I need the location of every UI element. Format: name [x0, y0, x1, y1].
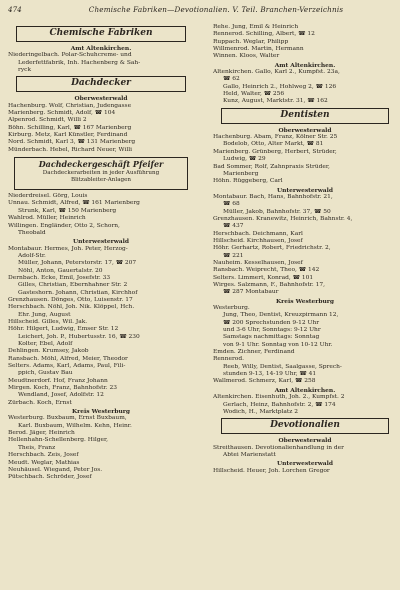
- advertisement-box: [14, 157, 188, 190]
- listing-entry: Rennerod.: [213, 356, 245, 363]
- listing-continuation: Strunk, Karl, ☎ 150 Marienberg: [18, 207, 117, 214]
- listing-continuation: Wodich, H., Marktplatz 2: [223, 408, 299, 415]
- listing-entry: Alpenrod. Schmidt, Willi 2: [8, 117, 87, 124]
- listing-entry: Winnen. Kloos, Walter: [213, 53, 280, 60]
- listing-continuation: Gasteshorn. Johann, Christian, Kirchhof: [18, 289, 138, 296]
- listing-entry: Dehlingen. Krumsey, Jakob: [8, 348, 89, 355]
- ad-line: Blitzableiter-Anlagen: [70, 177, 132, 184]
- listing-entry: Montabaur. Bach, Hans, Bahnhofstr. 21,: [213, 193, 333, 200]
- location-heading: Unterwesterwald: [277, 460, 333, 468]
- listing-entry: Hillscheid. Kirchhausen, Josef: [213, 237, 303, 244]
- listing-continuation: Marienberg: [223, 170, 259, 177]
- listing-entry: Hachenburg. Abam, Franz, Kölner Str. 25: [213, 134, 338, 141]
- listing-entry: Selters. Adams, Karl, Adams, Paul, Fili-: [8, 363, 126, 370]
- left-column: [8, 24, 194, 482]
- listing-entry: Streithausen. Devotionalienhandlung in der: [213, 444, 344, 451]
- listing-entry: Herschbach. Nöhl, Joh. Nik. Klöppel, Hch.: [8, 304, 135, 311]
- listing-entry: Hachenburg. Wolf, Christian, Judengasse: [8, 102, 132, 109]
- listing-continuation: Leichert, Joh. P., Hubertusstr. 16, ☎ 230: [18, 333, 140, 340]
- listing-entry: Meudt. Weglar, Mathias: [8, 459, 80, 466]
- listing-entry: Ruppach. Weglar, Philipp: [213, 38, 289, 45]
- listing-entry: Höhr. Hilgert, Ludwig, Emser Str. 12: [8, 326, 119, 333]
- listing-continuation: Gallo, Heinrich 2., Hohlweg 2, ☎ 126: [223, 83, 337, 90]
- listing-entry: Ransbach. Möhl, Alfred, Meier, Theodor: [8, 355, 128, 362]
- section-heading: Dachdecker: [16, 76, 186, 92]
- listing-continuation: von 9-1 Uhr. Sonntag von 10-12 Uhr.: [223, 341, 333, 348]
- listing-continuation: Bodelob, Otto, Alter Markt, ☎ 81: [223, 141, 324, 148]
- location-heading: Amt Altenkirchen.: [274, 386, 336, 394]
- listing-continuation: Kunz, August, Marktstr. 31, ☎ 162: [223, 98, 328, 105]
- listing-entry: Grenzhausen. Kranewitz, Heinrich, Bahnstr. 4,: [213, 215, 353, 222]
- listing-entry: Dernbach. Ecke, Emil, Josefstr. 33: [8, 274, 111, 281]
- listing-continuation: ryck: [18, 67, 32, 74]
- listing-continuation: Karl. Buxbaum, Wilhelm. Kehn, Heinr.: [18, 422, 132, 429]
- section-heading: Chemische Fabriken: [16, 26, 186, 42]
- section-heading: Devotionalien: [221, 418, 389, 434]
- listing-entry: Mirgen. Koch, Franz, Bahnhofstr. 23: [8, 385, 117, 392]
- listing-continuation: ☎ 62: [223, 76, 240, 83]
- listing-entry: Rennerod. Schilling, Albert, ☎ 12: [213, 31, 315, 38]
- running-head: [8, 3, 392, 17]
- listing-entry: Berod. Jäger, Heinrich: [8, 430, 75, 437]
- listing-entry: Zürbach. Koch, Ernst: [8, 399, 72, 406]
- location-heading: Unterwesterwald: [73, 238, 129, 246]
- running-title: Chemische Fabriken—Devotionalien. V. Teil. Branchen-Verzeichnis: [88, 5, 344, 14]
- listing-continuation: ppich, Gustav Bau: [18, 370, 73, 377]
- page-number: 474: [8, 5, 22, 14]
- listing-continuation: Müller, Johann, Peterstorstr. 17, ☎ 207: [18, 260, 137, 267]
- listing-entry: Grenzhausen. Dönges, Otto, Luisenstr. 17: [8, 296, 133, 303]
- listing-continuation: Kolter, Ebel, Adolf: [18, 341, 73, 347]
- listing-continuation: Samstags nachmittags: Sonntag: [223, 334, 320, 341]
- location-heading: Amt Altenkirchen.: [274, 61, 336, 69]
- listing-entry: Hillscheid. Heuer, Joh. Lorchen Gregor: [213, 467, 330, 474]
- listing-entry: Niederdreisel. Görg, Louis: [8, 193, 88, 200]
- listing-entry: Nauheim. Kesselhausen, Josef: [213, 259, 303, 266]
- ad-title: Dachdeckergeschäft Pfeifer: [38, 159, 164, 170]
- listing-continuation: Reeb, Willy, Dentist, Saalgasse, Sprech-: [223, 363, 342, 370]
- listing-entry: Kirburg. Metz, Karl Künstler, Ferdinand: [8, 132, 128, 139]
- listing-continuation: Jung, Theo, Dentist, Kreuzpirmann 12,: [223, 312, 339, 319]
- listing-entry: Wahlrod. Müller, Heinrich: [8, 215, 86, 222]
- listing-continuation: und 3-6 Uhr, Sonntags: 9-12 Uhr: [223, 327, 321, 334]
- listing-entry: Marienberg. Schmidt, Adolf, ☎ 104: [8, 110, 116, 117]
- listing-continuation: ☎ 68: [223, 201, 240, 208]
- listing-entry: Westerburg. Buxbaum, Ernst Buxbaum,: [8, 415, 127, 422]
- listing-entry: Niederingelbach. Polar-Schuhcreme- und: [8, 52, 132, 59]
- listing-entry: Selters. Limmert, Konrad, ☎ 101: [213, 274, 314, 281]
- listing-continuation: Adolf-Str.: [18, 252, 46, 259]
- location-heading: Amt Altenkirchen.: [70, 45, 132, 52]
- location-heading: Oberwesterwald: [278, 437, 332, 445]
- listing-continuation: ☎ 221: [223, 252, 244, 259]
- listing-entry: Rehe. Jung, Emil & Heinrich: [213, 24, 299, 30]
- listing-entry: Wirges. Salzmann, F., Bahnhofstr. 17,: [213, 282, 326, 288]
- listing-continuation: Lederfettfabrik, Inh. Hachenberg & Sah-: [18, 59, 141, 66]
- listing-entry: Willingen. Engländer, Otto 2, Schorn,: [8, 222, 120, 229]
- listing-continuation: Gilles, Christian, Ebernhahner Str. 2: [18, 282, 128, 289]
- listing-entry: Wallmerod. Schmerz, Karl, ☎ 258: [213, 378, 316, 385]
- location-heading: Unterwesterwald: [277, 186, 333, 194]
- listing-continuation: Ludwig, ☎ 29: [223, 156, 266, 163]
- listing-entry: Neuhäusel. Wiegand, Peter Jos.: [8, 466, 103, 473]
- listing-entry: Münderbach. Hebel, Richard Neuer, Willi: [8, 146, 133, 153]
- listing-entry: Altenkirchen. Gallo, Karl 2., Kumpfst. 23a,: [213, 69, 340, 76]
- listing-continuation: Ehr. Jung, August: [18, 311, 71, 318]
- listing-entry: Altenkirchen. Eisenhuth, Joh. 2., Kumpfst. 2: [213, 394, 345, 401]
- listing-continuation: Wendland, Josef, Adolfstr. 12: [18, 392, 104, 399]
- location-heading: Oberwesterwald: [278, 126, 332, 134]
- section-heading: Dentisten: [221, 108, 389, 124]
- listing-entry: Pütschbach. Schröder, Josef: [8, 474, 92, 481]
- listing-entry: Montabaur. Hermes, Joh. Peter, Herzog-: [8, 245, 128, 252]
- listing-entry: Höhn. Rüggeberg, Carl: [213, 178, 283, 185]
- listing-entry: Westerburg.: [213, 305, 250, 312]
- listing-entry: Hellenhahn-Schellenberg. Hilger,: [8, 437, 109, 444]
- right-column: [213, 24, 397, 475]
- listing-continuation: Held, Walter, ☎ 256: [223, 91, 285, 98]
- location-heading: Kreis Westerburg: [72, 408, 130, 416]
- listing-entry: Herschbach. Deichmann, Karl: [213, 230, 303, 237]
- ad-line: Dachdeckerarbeiten in jeder Ausführung: [42, 170, 160, 177]
- listing-continuation: Theis, Franz: [18, 444, 56, 451]
- listing-continuation: Theobald: [18, 229, 46, 236]
- listing-entry: Hillscheid. Gilles, Wil. Jak.: [8, 318, 88, 325]
- listing-entry: Willmenrod. Martin, Hermann: [213, 46, 304, 53]
- listing-continuation: Abtei Marienstatt: [223, 451, 276, 458]
- listing-continuation: ☎ 287 Montabaur: [223, 289, 279, 296]
- listing-entry: Emden. Zichner, Ferdinand: [213, 349, 295, 356]
- listing-continuation: ☎ 200 Sprechstunden 9-12 Uhr: [223, 319, 320, 326]
- listing-entry: Marienberg. Grünberg, Herbert, Strüder,: [213, 148, 337, 155]
- listing-continuation: Gerlach, Heinz, Bahnhofstr. 2, ☎ 174: [223, 401, 336, 408]
- listing-entry: Ransbach. Weiprecht, Theo, ☎ 142: [213, 267, 320, 274]
- listing-entry: Bad Sommer, Rolf, Zahnpraxis Strüder,: [213, 163, 330, 170]
- location-heading: Kreis Westerburg: [276, 297, 334, 305]
- listing-entry: Höhr. Gerhartz, Robert, Friedrichstr. 2,: [213, 245, 331, 252]
- listing-continuation: ☎ 437: [223, 223, 244, 230]
- listing-continuation: stunden 9-13, 14-19 Uhr, ☎ 41: [223, 371, 317, 378]
- listing-continuation: Müller, Jakob, Bahnhofstr. 37, ☎ 50: [223, 208, 331, 215]
- listing-entry: Böhn. Schilling, Karl, ☎ 167 Marienberg: [8, 124, 132, 131]
- listing-entry: Herschbach. Zeis, Josef: [8, 452, 79, 459]
- location-heading: Oberwesterwald: [74, 95, 128, 103]
- listing-continuation: Nöhl, Anton, Gauertalstr. 20: [18, 267, 103, 274]
- listing-entry: Unnau. Schmidt, Alfred, ☎ 161 Marienberg: [8, 200, 140, 207]
- listing-entry: Nord. Schmidt, Karl 3, ☎ 131 Marienberg: [8, 139, 136, 146]
- listing-entry: Meudtnerdorf. Hof, Franz Johann: [8, 377, 108, 384]
